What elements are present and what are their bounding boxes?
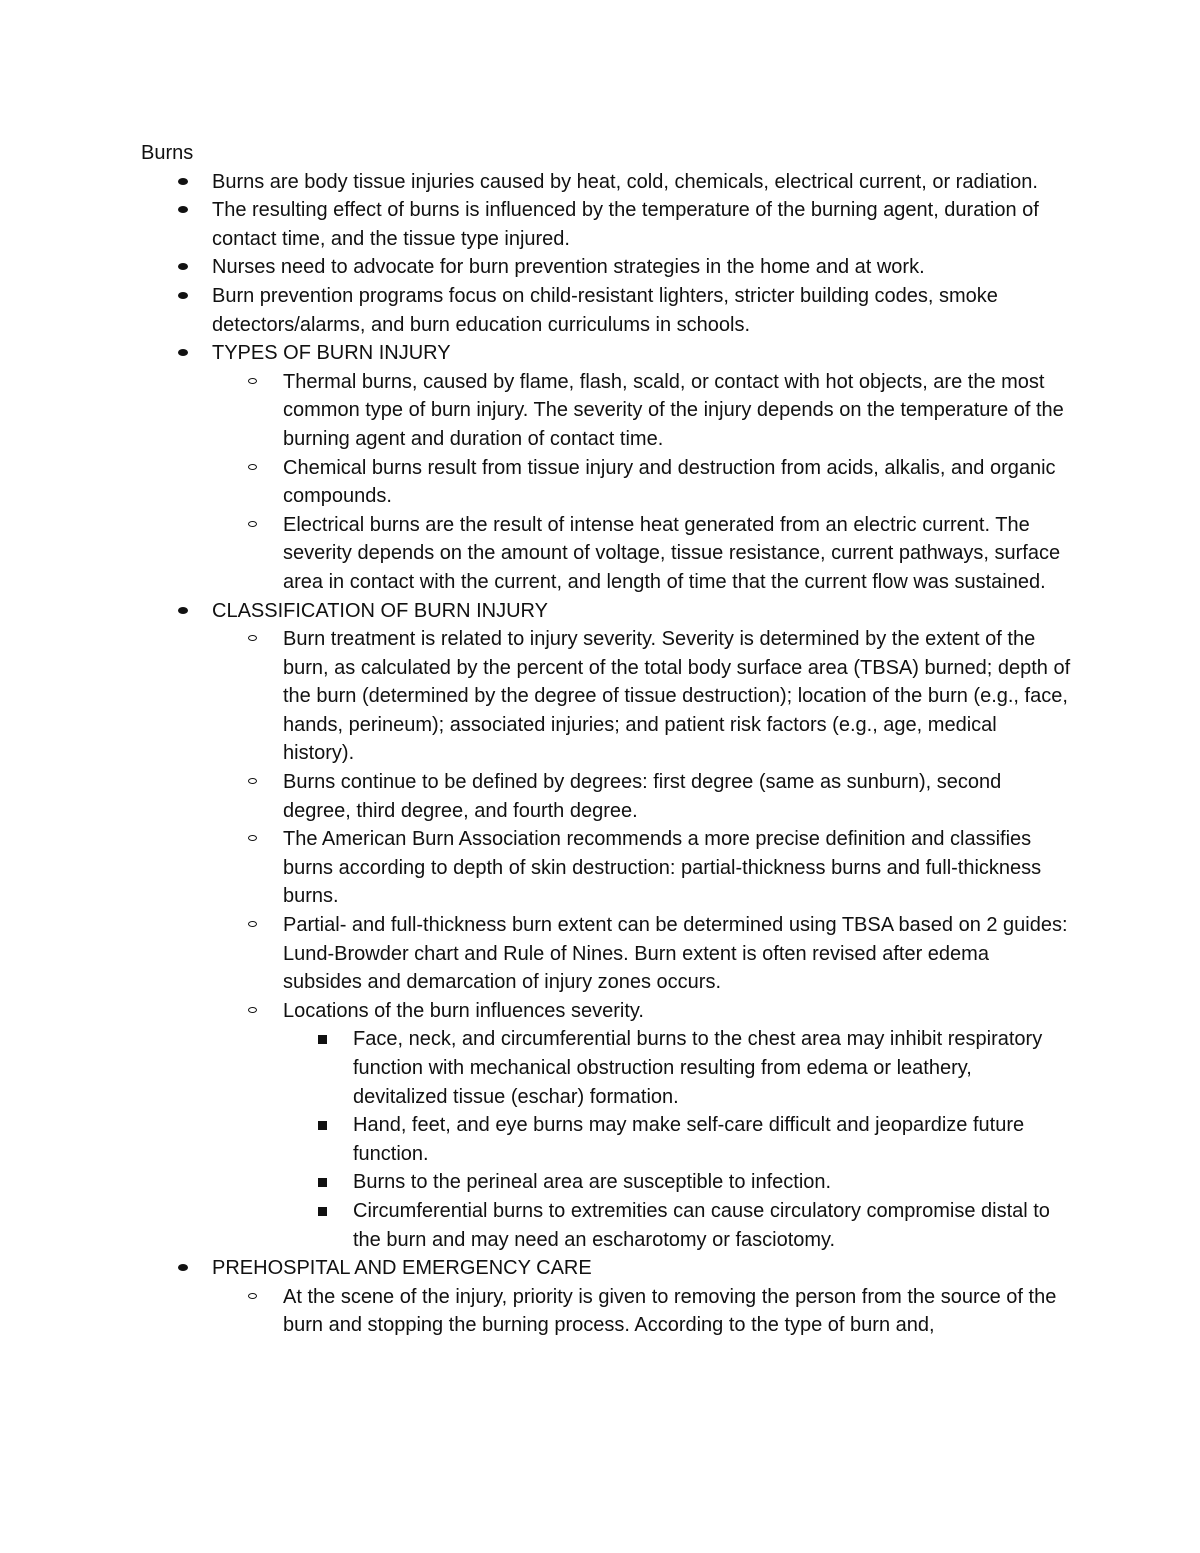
hollow-circle-bullet-icon	[248, 378, 257, 384]
section-heading-text: TYPES OF BURN INJURY	[212, 342, 451, 365]
document-body	[141, 139, 1071, 1340]
list-item-text: Hand, feet, and eye burns may make self-care difficult and jeopardize future function.	[353, 1114, 1025, 1165]
section-heading-prehospital	[141, 1254, 1071, 1283]
list-item-text: The resulting effect of burns is influenced by the temperature of the burning agent, duration of contact time, and the tissue type injured.	[212, 199, 1039, 250]
list-item	[141, 911, 1071, 997]
list-item	[141, 768, 1071, 825]
list-item-text: Burns are body tissue injuries caused by heat, cold, chemicals, electrical current, or radiation.	[212, 170, 1038, 193]
section-heading-classification	[141, 597, 1071, 626]
list-item	[141, 825, 1071, 911]
list-item	[141, 1283, 1071, 1340]
list-item-text: Electrical burns are the result of intense heat generated from an electric current. The severity depends on the amount of voltage, tissue resistance, current pathways, surface area in contact with the current, and length of time that the current flow was sustained.	[283, 513, 1061, 593]
list-item	[141, 368, 1071, 454]
list-item	[141, 625, 1071, 768]
hollow-circle-bullet-icon	[248, 778, 257, 784]
filled-circle-bullet-icon	[178, 178, 188, 185]
list-item	[141, 454, 1071, 511]
filled-circle-bullet-icon	[178, 292, 188, 299]
list-item-text: Partial- and full-thickness burn extent can be determined using TBSA based on 2 guides: Lund-Browder chart and Rule of Nines. Burn extent is often revised after edema subsides and demarcation of injury zones occurs.	[283, 914, 1068, 994]
filled-square-bullet-icon	[318, 1178, 327, 1187]
list-item-text: Nurses need to advocate for burn prevention strategies in the home and at work.	[212, 256, 925, 279]
list-item-text: Burn treatment is related to injury severity. Severity is determined by the extent of the burn, as calculated by the percent of the total body surface area (TBSA) burned; depth of the burn (determined by the degree of tissue destruction); location of the burn (e.g., face, hands, perineum); associated injuries; and patient risk factors (e.g., age, medical history).	[283, 628, 1071, 765]
filled-circle-bullet-icon	[178, 206, 188, 213]
hollow-circle-bullet-icon	[248, 635, 257, 641]
filled-square-bullet-icon	[318, 1207, 327, 1216]
list-item	[141, 1197, 1071, 1254]
list-item	[141, 997, 1071, 1026]
list-item-text: At the scene of the injury, priority is given to removing the person from the source of the burn and stopping the burning process. According to the type of burn and,	[283, 1285, 1057, 1337]
list-item	[141, 168, 1071, 197]
filled-circle-bullet-icon	[178, 607, 188, 614]
list-item	[141, 1025, 1071, 1111]
list-item-text: Face, neck, and circumferential burns to the chest area may inhibit respiratory function with mechanical obstruction resulting from edema or leathery, devitalized tissue (eschar) formation.	[353, 1028, 1043, 1108]
list-item-text: Locations of the burn influences severity.	[283, 999, 644, 1022]
section-heading-types	[141, 339, 1071, 368]
list-item-text: The American Burn Association recommends a more precise definition and classifies burns according to depth of skin destruction: partial-thickness burns and full-thickness burns.	[283, 828, 1042, 908]
filled-square-bullet-icon	[318, 1035, 327, 1044]
list-item	[141, 1168, 1071, 1197]
filled-circle-bullet-icon	[178, 1264, 188, 1271]
hollow-circle-bullet-icon	[248, 835, 257, 841]
list-item-text: Thermal burns, caused by flame, flash, scald, or contact with hot objects, are the most common type of burn injury. The severity of the injury depends on the temperature of the burning agent and duration of contact time.	[283, 370, 1064, 450]
list-item-text: Circumferential burns to extremities can cause circulatory compromise distal to the burn and may need an escharotomy or fasciotomy.	[353, 1199, 1050, 1251]
list-item	[141, 282, 1071, 339]
section-heading-text: PREHOSPITAL AND EMERGENCY CARE	[212, 1257, 592, 1280]
hollow-circle-bullet-icon	[248, 1293, 257, 1299]
section-heading-text: CLASSIFICATION OF BURN INJURY	[212, 599, 548, 622]
list-item-text: Burn prevention programs focus on child-resistant lighters, stricter building codes, smoke detectors/alarms, and burn education curriculums in schools.	[212, 284, 998, 336]
hollow-circle-bullet-icon	[248, 1007, 257, 1013]
document-title: Burns	[141, 142, 194, 164]
list-item	[141, 253, 1071, 282]
filled-circle-bullet-icon	[178, 263, 188, 270]
hollow-circle-bullet-icon	[248, 521, 257, 527]
list-item-text: Chemical burns result from tissue injury and destruction from acids, alkalis, and organic compounds.	[283, 456, 1056, 508]
list-item	[141, 511, 1071, 597]
filled-square-bullet-icon	[318, 1121, 327, 1130]
hollow-circle-bullet-icon	[248, 921, 257, 927]
list-item	[141, 1111, 1071, 1168]
list-item-text: Burns to the perineal area are susceptible to infection.	[353, 1171, 832, 1194]
list-item-text: Burns continue to be defined by degrees: first degree (same as sunburn), second degree, third degree, and fourth degree.	[283, 771, 1002, 822]
hollow-circle-bullet-icon	[248, 464, 257, 470]
list-item	[141, 196, 1071, 253]
filled-circle-bullet-icon	[178, 349, 188, 356]
